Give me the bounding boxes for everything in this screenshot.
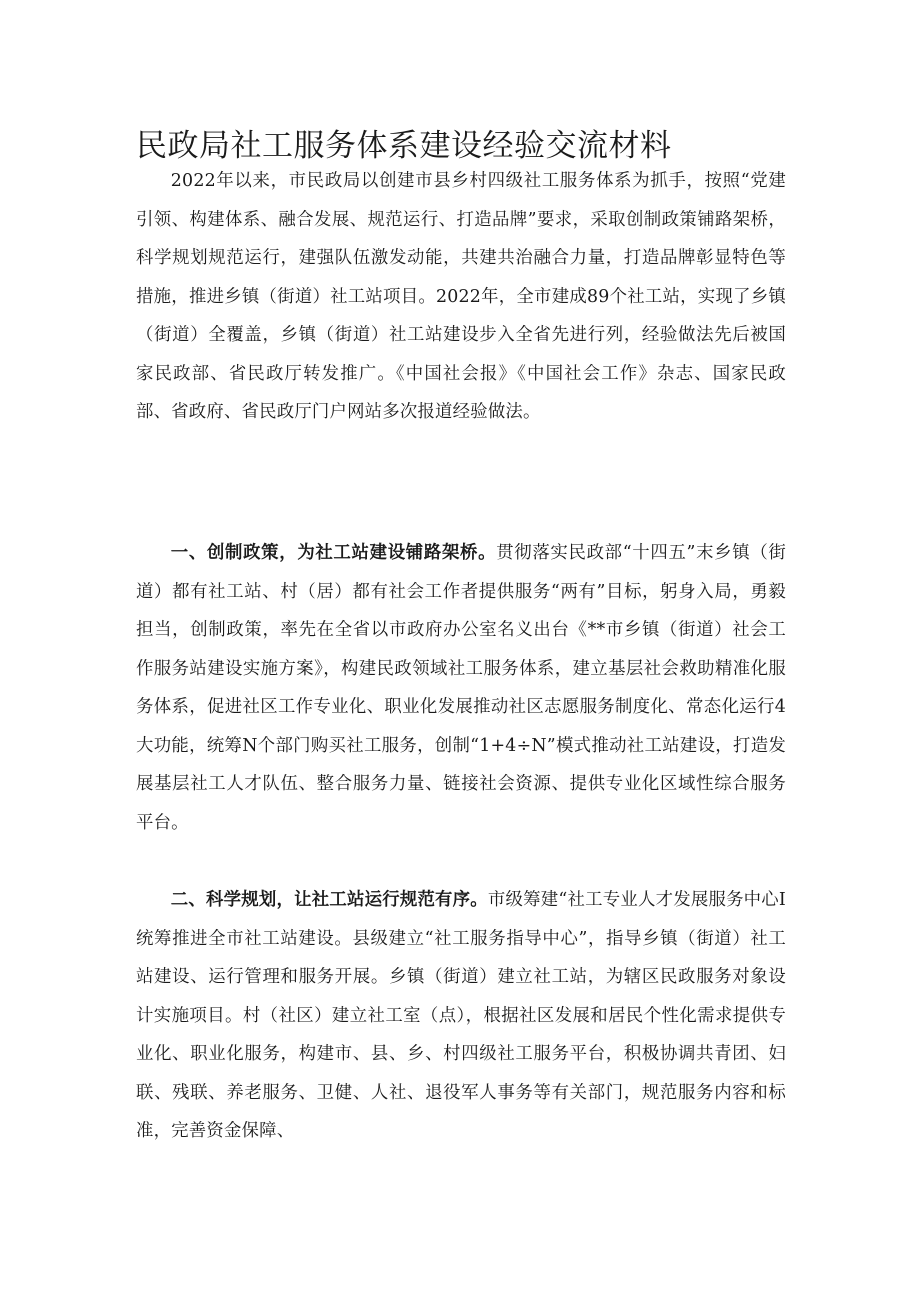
section-one-heading: 一、创制政策，为社工站建设铺路架桥。 (170, 543, 497, 563)
paragraph-intro-body: 2022年以来，市民政局以创建市县乡村四级社工服务体系为抓手，按照“党建引领、构建体系、融合发展、规范运行、打造品牌”要求，采取创制政策铺路架桥，科学规划规范运行，建强队伍激发动能，共建共治融合力量，打造品牌彰显特色等措施，推进乡镇（街道）社工站项目。2022年，全市建成89个社工站，实现了乡镇（街道）全覆盖，乡镇（街道）社工站建设步入全省先进行列，经验做法先后被国家民政部、省民政厅转发推广。《中国社会报》《中国社会工作》杂志、国家民政部、省政府、省民政厅门户网站多次报道经验做法。 (136, 171, 786, 422)
paragraph-section-one (136, 534, 786, 842)
section-two-body: 市级筹建“社工专业人才发展服务中心I统筹推进全市社工站建设。县级建立“社工服务指导中心”，指导乡镇（街道）社工站建设、运行管理和服务开展。乡镇（街道）建立社工站，为辖区民政服务对象设计实施项目。村（社区）建立社工室（点），根据社区发展和居民个性化需求提供专业化、职业化服务，构建市、县、乡、村四级社工服务平台，积极协调共青团、妇联、残联、养老服务、卫健、人社、退役军人事务等有关部门，规范服务内容和标准，完善资金保障、 (136, 890, 786, 1141)
paragraph-intro (136, 162, 786, 432)
section-one-body: 贯彻落实民政部“十四五”末乡镇（街道）都有社工站、村（居）都有社会工作者提供服务“两有”目标，躬身入局，勇毅担当，创制政策，率先在全省以市政府办公室名义出台《**市乡镇（街道）社会工作服务站建设实施方案》，构建民政领域社工服务体系，建立基层社会救助精准化服务体系，促进社区工作专业化、职业化发展推动社区志愿服务制度化、常态化运行4大功能，统筹N个部门购买社工服务，创制“1+4÷N”模式推动社工站建设，打造发展基层社工人才队伍、整合服务力量、链接社会资源、提供专业化区域性综合服务平台。 (136, 543, 787, 833)
paragraph-section-two (136, 881, 786, 1151)
section-two-heading: 二、科学规划，让社工站运行规范有序。 (170, 890, 488, 910)
document-title: 民政局社工服务体系建设经验交流材料 (136, 128, 672, 164)
